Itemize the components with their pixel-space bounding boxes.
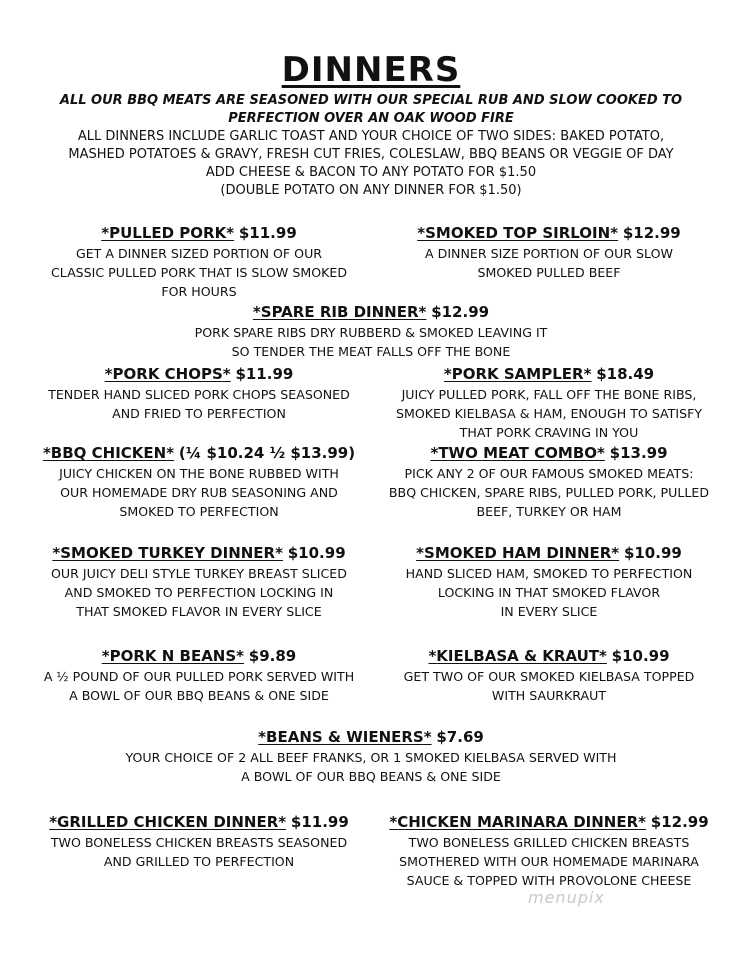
item-marker: * xyxy=(597,444,605,462)
item-description-line: AND SMOKED TO PERFECTION LOCKING IN xyxy=(64,585,334,600)
item-description-line: SMOTHERED WITH OUR HOMEMADE MARINARA xyxy=(399,854,699,869)
page-title: DINNERS xyxy=(281,50,461,90)
item-description xyxy=(20,667,378,705)
item-heading xyxy=(20,645,378,667)
item-description xyxy=(0,748,742,786)
item-name: SMOKED HAM DINNER xyxy=(424,544,612,562)
intro xyxy=(0,92,742,200)
intro-line: ADD CHEESE & BACON TO ANY POTATO FOR $1.50 xyxy=(205,165,537,180)
item-description-line: AND GRILLED TO PERFECTION xyxy=(103,854,295,869)
intro-bold-line: ALL OUR BBQ MEATS ARE SEASONED WITH OUR SPECIAL RUB AND SLOW COOKED TO xyxy=(59,93,683,108)
item-price: $10.99 xyxy=(611,647,670,665)
item-marker: * xyxy=(104,365,113,383)
item-name: BEANS & WIENERS xyxy=(266,728,424,746)
item-description xyxy=(20,385,378,423)
item-description-line: THAT SMOKED FLAVOR IN EVERY SLICE xyxy=(76,604,322,619)
item-name: GRILLED CHICKEN DINNER xyxy=(57,813,279,831)
intro-line: MASHED POTATOES & GRAVY, FRESH CUT FRIES, COLESLAW, BBQ BEANS OR VEGGIE OF DAY xyxy=(68,147,674,162)
item-price: $11.99 xyxy=(238,224,297,242)
item-marker: * xyxy=(610,224,619,242)
item-marker: * xyxy=(275,544,283,562)
item-marker: * xyxy=(416,544,425,562)
item-heading xyxy=(374,363,724,385)
item-price: $9.89 xyxy=(248,647,297,665)
intro-line: ALL DINNERS INCLUDE GARLIC TOAST AND YOUR CHOICE OF TWO SIDES: BAKED POTATO, xyxy=(77,129,665,144)
item-heading xyxy=(374,645,724,667)
item-marker: * xyxy=(101,647,110,665)
item-description-line: WITH SAURKRAUT xyxy=(491,688,607,703)
item-heading xyxy=(374,542,724,564)
item-marker: * xyxy=(252,303,261,321)
item-name: SPARE RIB DINNER xyxy=(260,303,419,321)
intro-bold-line: PERFECTION OVER AN OAK WOOD FIRE xyxy=(228,111,514,126)
item-price: $12.99 xyxy=(650,813,709,831)
item-marker: * xyxy=(49,813,58,831)
item-marker: * xyxy=(638,813,646,831)
item-marker: * xyxy=(443,365,452,383)
item-description-line: HAND SLICED HAM, SMOKED TO PERFECTION xyxy=(405,566,693,581)
item-description-line: GET TWO OF OUR SMOKED KIELBASA TOPPED xyxy=(403,669,695,684)
item-price: (¼ $10.24 ½ $13.99) xyxy=(178,444,356,462)
item-price: $18.49 xyxy=(596,365,655,383)
item-description-line: BBQ CHICKEN, SPARE RIBS, PULLED PORK, PULLED xyxy=(388,485,710,500)
item-heading xyxy=(20,222,378,244)
item-description xyxy=(20,833,378,871)
menu-item xyxy=(20,542,378,621)
item-description-line: THAT PORK CRAVING IN YOU xyxy=(459,425,639,440)
menu-item xyxy=(20,645,378,705)
item-description-line: GET A DINNER SIZED PORTION OF OUR xyxy=(75,246,323,261)
menu-item xyxy=(20,442,378,521)
menu-item xyxy=(374,363,724,442)
menu-item xyxy=(20,811,378,871)
item-marker: * xyxy=(222,365,231,383)
item-description xyxy=(374,667,724,705)
menu-item xyxy=(374,222,724,282)
item-marker: * xyxy=(583,365,592,383)
item-marker: * xyxy=(236,647,245,665)
item-description-line: PORK SPARE RIBS DRY RUBBERD & SMOKED LEAVING IT xyxy=(194,325,548,340)
item-name: TWO MEAT COMBO xyxy=(438,444,598,462)
item-description-line: SAUCE & TOPPED WITH PROVOLONE CHEESE xyxy=(406,873,692,888)
item-description-line: JUICY CHICKEN ON THE BONE RUBBED WITH xyxy=(59,466,339,481)
item-description-line: OUR HOMEMADE DRY RUB SEASONING AND xyxy=(60,485,338,500)
item-heading xyxy=(0,301,742,323)
item-name: PORK N BEANS xyxy=(109,647,237,665)
item-name: CHICKEN MARINARA DINNER xyxy=(397,813,639,831)
menu-item xyxy=(20,363,378,423)
item-description xyxy=(20,564,378,621)
item-description-line: JUICY PULLED PORK, FALL OFF THE BONE RIBS, xyxy=(401,387,697,402)
item-description-line: YOUR CHOICE OF 2 ALL BEEF FRANKS, OR 1 SMOKED KIELBASA SERVED WITH xyxy=(125,750,617,765)
item-marker: * xyxy=(42,444,51,462)
item-marker: * xyxy=(389,813,398,831)
item-description xyxy=(374,464,724,521)
item-description-line: TWO BONELESS CHICKEN BREASTS SEASONED xyxy=(50,835,348,850)
item-name: PULLED PORK xyxy=(109,224,227,242)
item-description-line: SMOKED TO PERFECTION xyxy=(119,504,279,519)
item-heading xyxy=(20,363,378,385)
item-name: PORK CHOPS xyxy=(112,365,223,383)
item-marker: * xyxy=(428,647,437,665)
item-name: BBQ CHICKEN xyxy=(50,444,167,462)
item-description-line: LOCKING IN THAT SMOKED FLAVOR xyxy=(437,585,661,600)
item-marker: * xyxy=(226,224,235,242)
item-description-line: IN EVERY SLICE xyxy=(500,604,598,619)
item-marker: * xyxy=(417,224,426,242)
item-marker: * xyxy=(611,544,620,562)
item-marker: * xyxy=(52,544,61,562)
item-description-line: FOR HOURS xyxy=(161,284,237,299)
item-description-line: PICK ANY 2 OF OUR FAMOUS SMOKED MEATS: xyxy=(404,466,694,481)
item-description-line: TENDER HAND SLICED PORK CHOPS SEASONED xyxy=(48,387,350,402)
menu-item xyxy=(0,726,742,786)
item-description-line: A DINNER SIZE PORTION OF OUR SLOW xyxy=(425,246,673,261)
item-heading xyxy=(20,542,378,564)
item-description xyxy=(20,464,378,521)
menu-item xyxy=(20,222,378,301)
item-description-line: SMOKED KIELBASA & HAM, ENOUGH TO SATISFY xyxy=(395,406,703,421)
item-price: $11.99 xyxy=(235,365,294,383)
item-description xyxy=(374,833,724,890)
item-name: PORK SAMPLER xyxy=(451,365,584,383)
item-price: $11.99 xyxy=(290,813,349,831)
item-marker: * xyxy=(258,728,267,746)
menu-item xyxy=(374,645,724,705)
item-marker: * xyxy=(423,728,432,746)
item-name: KIELBASA & KRAUT xyxy=(436,647,600,665)
item-heading xyxy=(20,442,378,464)
item-description xyxy=(374,385,724,442)
item-description xyxy=(0,323,742,361)
menu-item xyxy=(374,442,724,521)
item-description-line: A ½ POUND OF OUR PULLED PORK SERVED WITH xyxy=(43,669,355,684)
item-description xyxy=(374,244,724,282)
watermark: menupix xyxy=(528,888,605,907)
item-description-line: A BOWL OF OUR BBQ BEANS & ONE SIDE xyxy=(241,769,501,784)
item-heading xyxy=(20,811,378,833)
item-price: $7.69 xyxy=(436,728,484,746)
item-heading xyxy=(0,726,742,748)
item-marker: * xyxy=(418,303,427,321)
item-description-line: BEEF, TURKEY OR HAM xyxy=(476,504,622,519)
item-price: $12.99 xyxy=(622,224,681,242)
menu-item xyxy=(374,811,724,890)
item-description-line: TWO BONELESS GRILLED CHICKEN BREASTS xyxy=(408,835,690,850)
item-description-line: CLASSIC PULLED PORK THAT IS SLOW SMOKED xyxy=(50,265,348,280)
item-heading xyxy=(374,811,724,833)
item-description-line: SMOKED PULLED BEEF xyxy=(477,265,621,280)
item-price: $10.99 xyxy=(287,544,346,562)
item-description xyxy=(20,244,378,301)
item-marker: * xyxy=(101,224,110,242)
item-description-line: SO TENDER THE MEAT FALLS OFF THE BONE xyxy=(231,344,511,359)
item-price: $10.99 xyxy=(623,544,682,562)
item-description-line: OUR JUICY DELI STYLE TURKEY BREAST SLICED xyxy=(51,566,347,581)
item-description-line: AND FRIED TO PERFECTION xyxy=(112,406,286,421)
item-description xyxy=(374,564,724,621)
item-marker: * xyxy=(430,444,439,462)
intro-line: (DOUBLE POTATO ON ANY DINNER FOR $1.50) xyxy=(220,183,522,198)
item-marker: * xyxy=(166,444,175,462)
item-price: $12.99 xyxy=(431,303,490,321)
menu-item xyxy=(374,542,724,621)
item-price: $13.99 xyxy=(609,444,668,462)
menu-item xyxy=(0,301,742,361)
item-marker: * xyxy=(278,813,287,831)
item-marker: * xyxy=(599,647,607,665)
item-description-line: A BOWL OF OUR BBQ BEANS & ONE SIDE xyxy=(69,688,329,703)
item-heading xyxy=(374,222,724,244)
item-name: SMOKED TOP SIRLOIN xyxy=(425,224,611,242)
item-heading xyxy=(374,442,724,464)
item-name: SMOKED TURKEY DINNER xyxy=(60,544,276,562)
